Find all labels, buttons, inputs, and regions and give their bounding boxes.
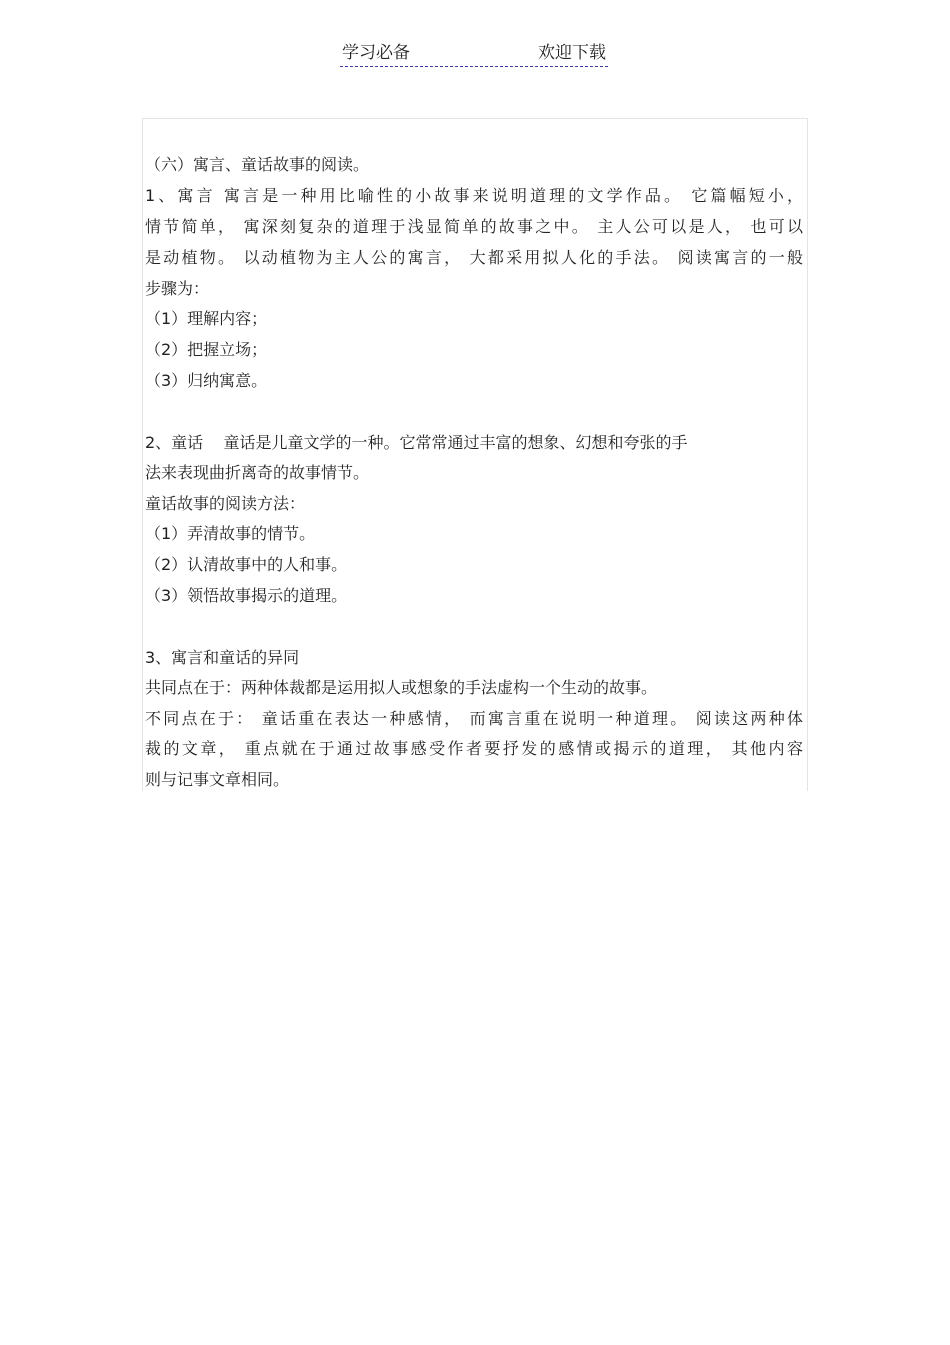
header-left-text: 学习必备 — [342, 43, 410, 63]
fable-paragraph-line: 步骤为： — [145, 279, 210, 298]
document-content — [142, 118, 808, 791]
fable-paragraph-line: 情节简单， 寓深刻复杂的道理于浅显简单的故事之中。 主人公可以是人， 也可以 — [145, 217, 803, 236]
compare-title: 3、寓言和童话的异同 — [145, 648, 300, 667]
fairy-method-title: 童话故事的阅读方法： — [145, 494, 306, 513]
compare-diff-line: 则与记事文章相同。 — [145, 770, 290, 789]
fable-step: （3）归纳寓意。 — [145, 371, 268, 390]
fairy-step: （2）认清故事中的人和事。 — [145, 555, 348, 574]
fairy-step: （1）弄清故事的情节。 — [145, 524, 316, 543]
fairy-paragraph-line: 2、童话 童话是儿童文学的一种。它常常通过丰富的想象、幻想和夸张的手 — [145, 433, 688, 452]
fable-step: （2）把握立场； — [145, 340, 268, 359]
section-title: （六）寓言、童话故事的阅读。 — [145, 155, 370, 174]
fable-paragraph-line: 1、寓言 寓言是一种用比喻性的小故事来说明道理的文学作品。 它篇幅短小， — [145, 186, 803, 205]
fairy-step: （3）领悟故事揭示的道理。 — [145, 586, 348, 605]
fable-step: （1）理解内容； — [145, 309, 268, 328]
header-right-text: 欢迎下载 — [538, 43, 606, 63]
compare-same: 共同点在于：两种体裁都是运用拟人或想象的手法虚构一个生动的故事。 — [145, 678, 658, 697]
fairy-paragraph-line: 法来表现曲折离奇的故事情节。 — [145, 463, 370, 482]
page-header — [340, 42, 608, 67]
fable-paragraph-line: 是动植物。 以动植物为主人公的寓言， 大都采用拟人化的手法。 阅读寓言的一般 — [145, 248, 803, 267]
compare-diff-line: 不同点在于： 童话重在表达一种感情， 而寓言重在说明一种道理。 阅读这两种体 — [145, 709, 803, 728]
compare-diff-line: 裁的文章， 重点就在于通过故事感受作者要抒发的感情或揭示的道理， 其他内容 — [145, 739, 803, 758]
